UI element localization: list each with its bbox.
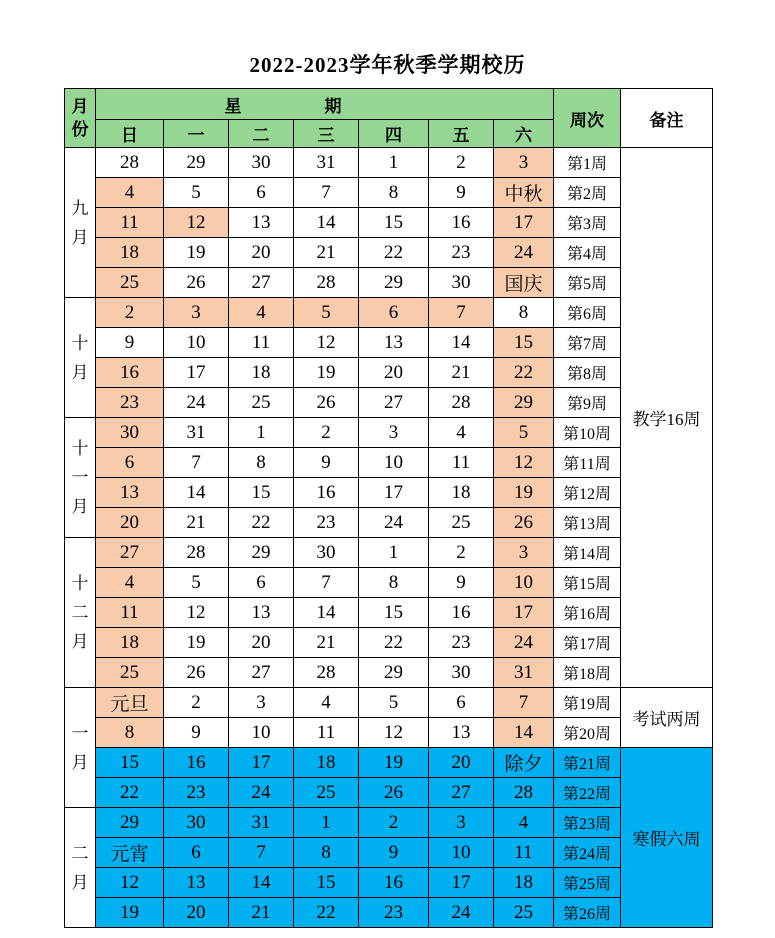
month-cell: 一月 (65, 688, 96, 808)
weekday-group-header: 星期 (96, 89, 554, 120)
month-cell: 九月 (65, 148, 96, 298)
header-row-top (65, 89, 713, 120)
date-cell: 14 (229, 868, 294, 898)
week-number-cell: 第8周 (554, 358, 621, 388)
date-cell: 27 (359, 388, 429, 418)
week-number-cell: 第3周 (554, 208, 621, 238)
date-cell: 中秋 (494, 178, 554, 208)
date-cell: 5 (494, 418, 554, 448)
date-cell: 24 (494, 628, 554, 658)
date-cell: 1 (359, 538, 429, 568)
date-cell: 1 (359, 148, 429, 178)
date-cell: 17 (429, 868, 494, 898)
date-cell: 6 (96, 448, 164, 478)
calendar-week-row (65, 598, 713, 628)
date-cell: 10 (494, 568, 554, 598)
date-cell: 11 (494, 838, 554, 868)
date-cell: 13 (229, 598, 294, 628)
date-cell: 17 (494, 598, 554, 628)
calendar-table (64, 88, 713, 928)
date-cell: 15 (494, 328, 554, 358)
date-cell: 21 (229, 898, 294, 928)
calendar-week-row (65, 298, 713, 328)
date-cell: 20 (229, 238, 294, 268)
week-number-cell: 第18周 (554, 658, 621, 688)
date-cell: 12 (294, 328, 359, 358)
week-number-cell: 第1周 (554, 148, 621, 178)
date-cell: 16 (359, 868, 429, 898)
date-cell: 16 (164, 748, 229, 778)
week-number-cell: 第10周 (554, 418, 621, 448)
date-cell: 国庆 (494, 268, 554, 298)
month-column-header: 月份 (65, 89, 96, 148)
date-cell: 21 (294, 238, 359, 268)
calendar-week-row (65, 868, 713, 898)
date-cell: 4 (494, 808, 554, 838)
date-cell: 28 (96, 148, 164, 178)
date-cell: 13 (164, 868, 229, 898)
notes-header: 备注 (621, 89, 713, 148)
date-cell: 14 (494, 718, 554, 748)
date-cell: 19 (294, 358, 359, 388)
date-cell: 23 (164, 778, 229, 808)
date-cell: 19 (164, 628, 229, 658)
date-cell: 16 (294, 478, 359, 508)
weekday-header-fri: 五 (429, 120, 494, 148)
date-cell: 24 (359, 508, 429, 538)
date-cell: 2 (294, 418, 359, 448)
month-cell: 十二月 (65, 538, 96, 688)
date-cell: 17 (229, 748, 294, 778)
date-cell: 22 (494, 358, 554, 388)
date-cell: 30 (96, 418, 164, 448)
weekday-header-wed: 三 (294, 120, 359, 148)
date-cell: 25 (229, 388, 294, 418)
date-cell: 25 (494, 898, 554, 928)
date-cell: 20 (429, 748, 494, 778)
date-cell: 8 (96, 718, 164, 748)
week-number-cell: 第22周 (554, 778, 621, 808)
date-cell: 2 (429, 148, 494, 178)
date-cell: 18 (429, 478, 494, 508)
date-cell: 4 (229, 298, 294, 328)
date-cell: 3 (429, 808, 494, 838)
date-cell: 7 (229, 838, 294, 868)
week-number-cell: 第12周 (554, 478, 621, 508)
week-number-cell: 第20周 (554, 718, 621, 748)
calendar-week-row (65, 328, 713, 358)
date-cell: 9 (96, 328, 164, 358)
date-cell: 26 (164, 268, 229, 298)
date-cell: 4 (96, 568, 164, 598)
month-cell: 十月 (65, 298, 96, 418)
weekday-header-sat: 六 (494, 120, 554, 148)
date-cell: 元宵 (96, 838, 164, 868)
date-cell: 8 (359, 178, 429, 208)
date-cell: 27 (229, 658, 294, 688)
date-cell: 6 (429, 688, 494, 718)
calendar-week-row (65, 268, 713, 298)
calendar-week-row (65, 538, 713, 568)
date-cell: 22 (96, 778, 164, 808)
calendar-week-row (65, 628, 713, 658)
date-cell: 3 (229, 688, 294, 718)
date-cell: 24 (229, 778, 294, 808)
date-cell: 29 (96, 808, 164, 838)
date-cell: 12 (96, 868, 164, 898)
calendar-week-row (65, 448, 713, 478)
week-number-cell: 第9周 (554, 388, 621, 418)
date-cell: 18 (494, 868, 554, 898)
month-cell: 二月 (65, 808, 96, 928)
calendar-week-row (65, 688, 713, 718)
date-cell: 7 (294, 568, 359, 598)
calendar-week-row (65, 718, 713, 748)
date-cell: 14 (294, 208, 359, 238)
calendar-week-row (65, 808, 713, 838)
date-cell: 2 (164, 688, 229, 718)
date-cell: 21 (429, 358, 494, 388)
date-cell: 18 (96, 238, 164, 268)
date-cell: 9 (429, 568, 494, 598)
calendar-week-row (65, 658, 713, 688)
note-cell: 考试两周 (621, 688, 713, 748)
date-cell: 7 (494, 688, 554, 718)
calendar-week-row (65, 898, 713, 928)
date-cell: 除夕 (494, 748, 554, 778)
calendar-body (65, 148, 713, 928)
calendar-week-row (65, 238, 713, 268)
week-number-cell: 第13周 (554, 508, 621, 538)
date-cell: 28 (164, 538, 229, 568)
date-cell: 9 (164, 718, 229, 748)
date-cell: 5 (294, 298, 359, 328)
calendar-week-row (65, 178, 713, 208)
date-cell: 17 (164, 358, 229, 388)
weekday-header-tue: 二 (229, 120, 294, 148)
date-cell: 6 (229, 178, 294, 208)
date-cell: 30 (164, 808, 229, 838)
date-cell: 15 (294, 868, 359, 898)
date-cell: 28 (494, 778, 554, 808)
date-cell: 2 (429, 538, 494, 568)
note-cell: 教学16周 (621, 148, 713, 688)
calendar-week-row (65, 748, 713, 778)
date-cell: 3 (164, 298, 229, 328)
date-cell: 29 (359, 268, 429, 298)
date-cell: 18 (294, 748, 359, 778)
date-cell: 18 (229, 358, 294, 388)
date-cell: 31 (494, 658, 554, 688)
date-cell: 7 (164, 448, 229, 478)
date-cell: 5 (164, 568, 229, 598)
calendar-week-row (65, 418, 713, 448)
date-cell: 25 (429, 508, 494, 538)
date-cell: 10 (359, 448, 429, 478)
date-cell: 24 (494, 238, 554, 268)
date-cell: 11 (229, 328, 294, 358)
week-number-header: 周次 (554, 89, 621, 148)
date-cell: 13 (96, 478, 164, 508)
date-cell: 16 (429, 598, 494, 628)
week-number-cell: 第17周 (554, 628, 621, 658)
date-cell: 16 (96, 358, 164, 388)
calendar-week-row (65, 388, 713, 418)
date-cell: 25 (96, 658, 164, 688)
date-cell: 7 (294, 178, 359, 208)
date-cell: 10 (229, 718, 294, 748)
date-cell: 21 (294, 628, 359, 658)
date-cell: 17 (494, 208, 554, 238)
date-cell: 22 (359, 628, 429, 658)
date-cell: 9 (359, 838, 429, 868)
calendar-week-row (65, 208, 713, 238)
date-cell: 14 (294, 598, 359, 628)
date-cell: 6 (229, 568, 294, 598)
week-number-cell: 第25周 (554, 868, 621, 898)
date-cell: 18 (96, 628, 164, 658)
calendar-week-row (65, 778, 713, 808)
week-number-cell: 第26周 (554, 898, 621, 928)
calendar-week-row (65, 358, 713, 388)
page-title: 2022-2023学年秋季学期校历 (249, 53, 526, 77)
date-cell: 30 (429, 658, 494, 688)
date-cell: 9 (294, 448, 359, 478)
weekday-header-thu: 四 (359, 120, 429, 148)
date-cell: 28 (294, 268, 359, 298)
date-cell: 26 (359, 778, 429, 808)
date-cell: 22 (229, 508, 294, 538)
date-cell: 23 (359, 898, 429, 928)
week-number-cell: 第15周 (554, 568, 621, 598)
date-cell: 23 (294, 508, 359, 538)
date-cell: 11 (294, 718, 359, 748)
date-cell: 19 (164, 238, 229, 268)
date-cell: 28 (429, 388, 494, 418)
date-cell: 29 (359, 658, 429, 688)
date-cell: 6 (164, 838, 229, 868)
date-cell: 20 (359, 358, 429, 388)
date-cell: 27 (96, 538, 164, 568)
week-number-cell: 第19周 (554, 688, 621, 718)
date-cell: 24 (429, 898, 494, 928)
date-cell: 16 (429, 208, 494, 238)
date-cell: 13 (429, 718, 494, 748)
date-cell: 29 (229, 538, 294, 568)
date-cell: 23 (429, 628, 494, 658)
date-cell: 15 (229, 478, 294, 508)
date-cell: 8 (359, 568, 429, 598)
calendar-week-row (65, 478, 713, 508)
weekday-header-mon: 一 (164, 120, 229, 148)
weekday-header-sun: 日 (96, 120, 164, 148)
date-cell: 25 (294, 778, 359, 808)
date-cell: 12 (164, 598, 229, 628)
date-cell: 元旦 (96, 688, 164, 718)
date-cell: 13 (359, 328, 429, 358)
date-cell: 12 (164, 208, 229, 238)
date-cell: 24 (164, 388, 229, 418)
week-number-cell: 第4周 (554, 238, 621, 268)
calendar-week-row (65, 508, 713, 538)
date-cell: 20 (229, 628, 294, 658)
week-number-cell: 第5周 (554, 268, 621, 298)
date-cell: 3 (359, 418, 429, 448)
date-cell: 21 (164, 508, 229, 538)
date-cell: 26 (294, 388, 359, 418)
date-cell: 14 (429, 328, 494, 358)
date-cell: 27 (429, 778, 494, 808)
date-cell: 28 (294, 658, 359, 688)
date-cell: 4 (429, 418, 494, 448)
date-cell: 4 (96, 178, 164, 208)
week-number-cell: 第16周 (554, 598, 621, 628)
date-cell: 14 (164, 478, 229, 508)
date-cell: 11 (96, 208, 164, 238)
date-cell: 10 (164, 328, 229, 358)
date-cell: 22 (294, 898, 359, 928)
date-cell: 11 (96, 598, 164, 628)
date-cell: 30 (229, 148, 294, 178)
date-cell: 4 (294, 688, 359, 718)
date-cell: 23 (96, 388, 164, 418)
week-number-cell: 第7周 (554, 328, 621, 358)
date-cell: 11 (429, 448, 494, 478)
date-cell: 3 (494, 148, 554, 178)
date-cell: 26 (494, 508, 554, 538)
date-cell: 19 (494, 478, 554, 508)
week-number-cell: 第24周 (554, 838, 621, 868)
date-cell: 25 (96, 268, 164, 298)
date-cell: 26 (164, 658, 229, 688)
date-cell: 13 (229, 208, 294, 238)
date-cell: 31 (229, 808, 294, 838)
date-cell: 6 (359, 298, 429, 328)
date-cell: 7 (429, 298, 494, 328)
date-cell: 27 (229, 268, 294, 298)
week-number-cell: 第6周 (554, 298, 621, 328)
date-cell: 30 (294, 538, 359, 568)
date-cell: 5 (359, 688, 429, 718)
date-cell: 31 (164, 418, 229, 448)
date-cell: 20 (164, 898, 229, 928)
calendar-week-row (65, 148, 713, 178)
date-cell: 15 (359, 598, 429, 628)
month-cell: 十一月 (65, 418, 96, 538)
date-cell: 22 (359, 238, 429, 268)
week-number-cell: 第23周 (554, 808, 621, 838)
week-number-cell: 第14周 (554, 538, 621, 568)
date-cell: 19 (359, 748, 429, 778)
date-cell: 29 (494, 388, 554, 418)
date-cell: 31 (294, 148, 359, 178)
date-cell: 3 (494, 538, 554, 568)
date-cell: 15 (96, 748, 164, 778)
date-cell: 2 (359, 808, 429, 838)
date-cell: 30 (429, 268, 494, 298)
date-cell: 8 (294, 838, 359, 868)
date-cell: 9 (429, 178, 494, 208)
date-cell: 15 (359, 208, 429, 238)
calendar-week-row (65, 838, 713, 868)
date-cell: 23 (429, 238, 494, 268)
date-cell: 5 (164, 178, 229, 208)
note-cell: 寒假六周 (621, 748, 713, 928)
date-cell: 10 (429, 838, 494, 868)
date-cell: 8 (494, 298, 554, 328)
week-number-cell: 第21周 (554, 748, 621, 778)
week-number-cell: 第11周 (554, 448, 621, 478)
date-cell: 1 (229, 418, 294, 448)
date-cell: 2 (96, 298, 164, 328)
date-cell: 17 (359, 478, 429, 508)
date-cell: 20 (96, 508, 164, 538)
date-cell: 29 (164, 148, 229, 178)
week-number-cell: 第2周 (554, 178, 621, 208)
calendar-week-row (65, 568, 713, 598)
date-cell: 19 (96, 898, 164, 928)
date-cell: 12 (494, 448, 554, 478)
date-cell: 12 (359, 718, 429, 748)
date-cell: 8 (229, 448, 294, 478)
date-cell: 1 (294, 808, 359, 838)
